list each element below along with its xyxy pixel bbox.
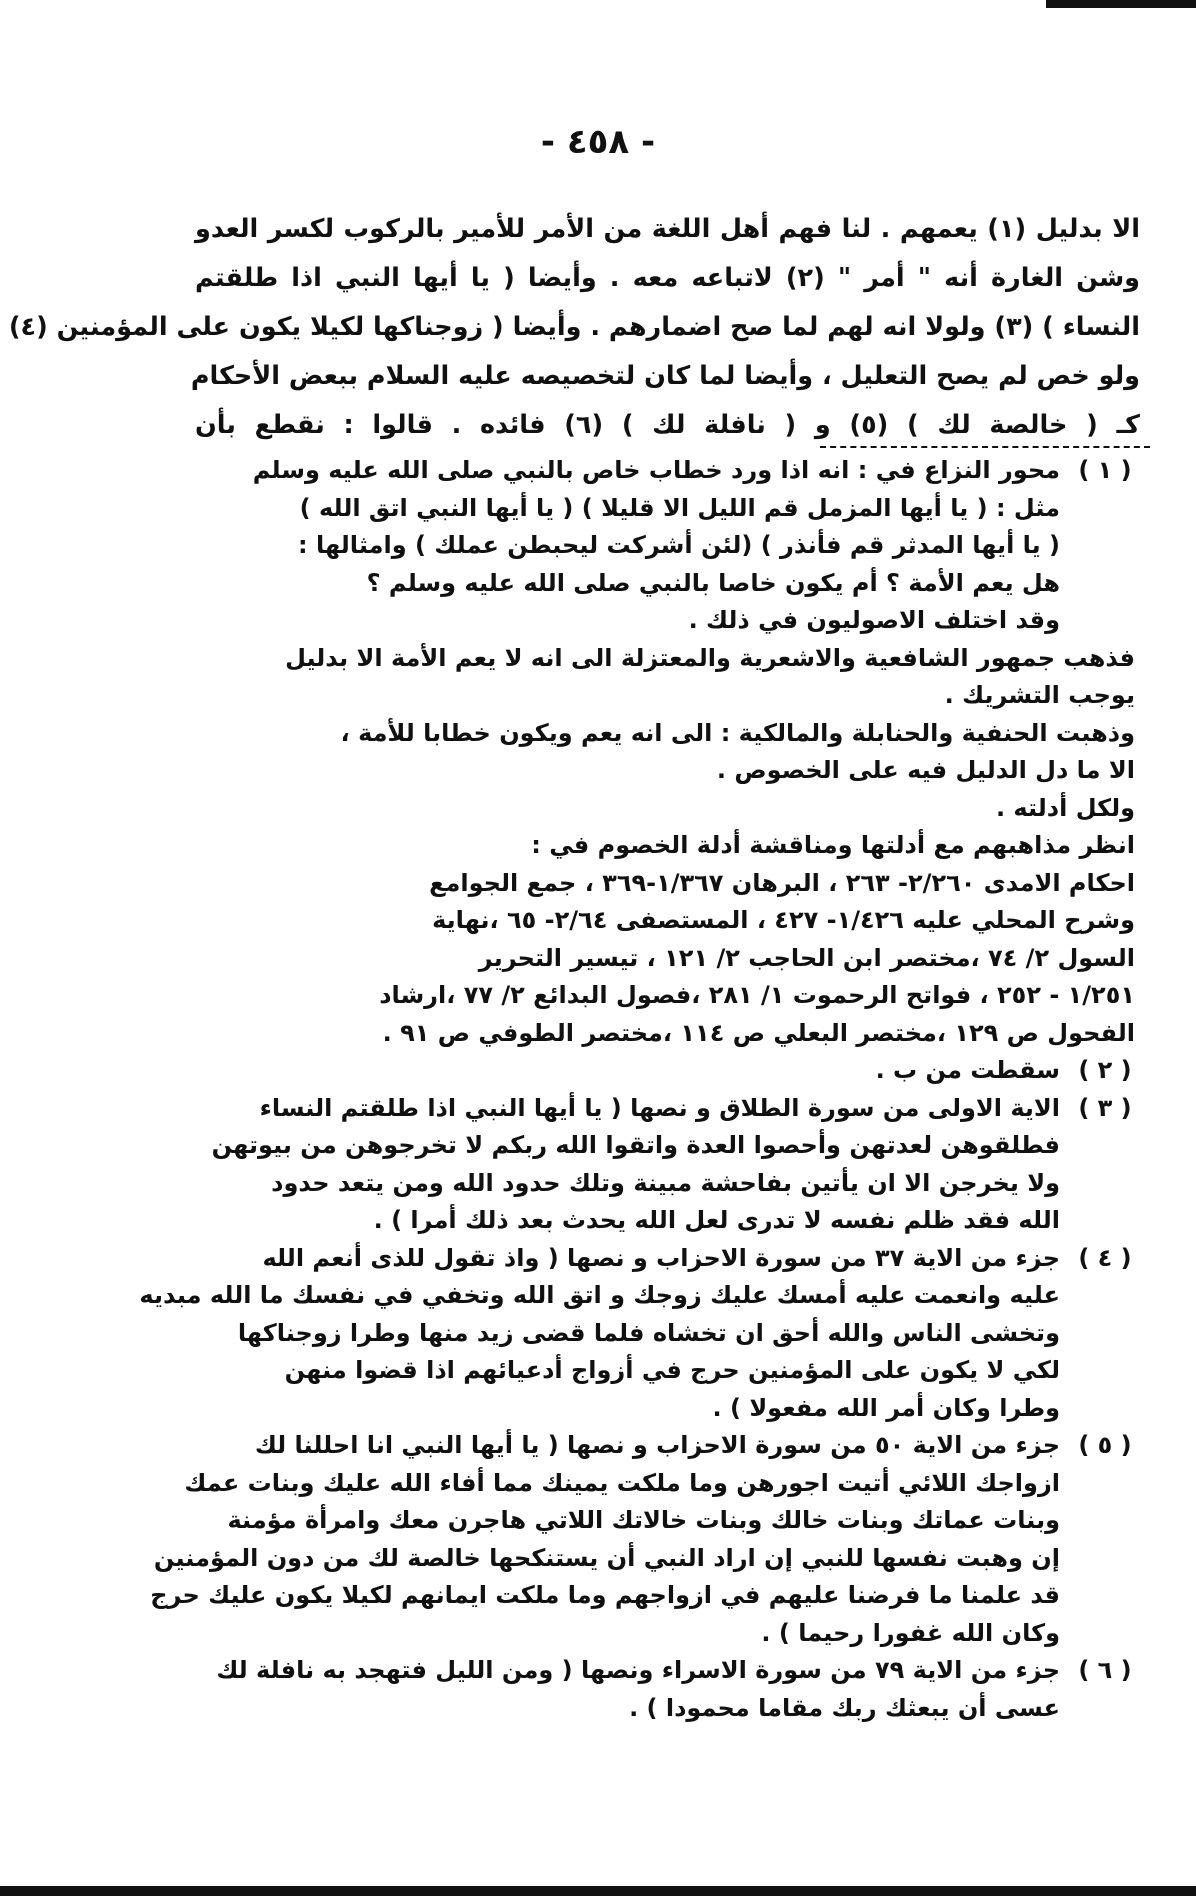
footnote-line: لكي لا يكون على المؤمنين حرج في أزواج أدعيائهم اذا قضوا منهن (284, 1356, 1060, 1384)
footnote-line: الله فقد ظلم نفسه لا تدرى لعل الله يحدث بعد ذلك أمرا ) . (373, 1206, 1060, 1234)
footnote-line: وطرا وكان أمر الله مفعولا ) . (712, 1393, 1060, 1422)
footnote-number: ( ١ ) (1078, 456, 1132, 484)
footnote-line: ( يا أيها المدثر قم فأنذر ) (لئن أشركت ليحبطن عملك ) وامثالها : (297, 531, 1060, 559)
footnote-line: وذهبت الحنفية والحنابلة والمالكية : الى انه يعم ويكون خطابا للأمة ، (340, 718, 1135, 747)
footnote-line: سقطت من ب . (875, 1056, 1060, 1084)
footnote-line: ولا يخرجن الا ان يأتين بفاحشة مبينة وتلك حدود الله ومن يتعد حدود (271, 1168, 1060, 1197)
footnote-text (120, 1652, 1060, 1727)
footnote-number: ( ٦ ) (1078, 1656, 1132, 1684)
footnote-line: جزء من الاية ٧٩ من سورة الاسراء ونصها ( ومن الليل فتهجد به نافلة لك (216, 1656, 1060, 1684)
footnote-line: فطلقوهن لعدتهن وأحصوا العدة واتقوا الله ربكم لا تخرجوهن من بيوتهن (211, 1131, 1060, 1159)
footnote-line: الاية الاولى من سورة الطلاق و نصها ( يا أيها النبي اذا طلقتم النساء (259, 1093, 1060, 1122)
main-text-line: النساء ) (٣) ولولا انه لهم لما صح اضمارهم . وأيضا ( زوجناكها لكيلا يكون على المؤمنين (٤) (8, 312, 1140, 342)
footnote-line: الا ما دل الدليل فيه على الخصوص . (716, 756, 1135, 784)
footnote-text (120, 1240, 1060, 1428)
footnote-line: هل يعم الأمة ؟ أم يكون خاصا بالنبي صلى الله عليه وسلم ؟ (366, 568, 1060, 597)
main-text-line: ولو خص لم يصح التعليل ، وأيضا لما كان لتخصيصه عليه السلام ببعض الأحكام (190, 361, 1140, 391)
main-text-line: كـ ( خالصة لك ) (٥) و ( نافلة لك ) (٦) فائده . قالوا : نقطع بأن (195, 410, 1140, 440)
footnote-line: مثل : ( يا أيها المزمل قم الليل الا قليلا ) ( يا أيها النبي اتق الله ) (299, 493, 1060, 522)
footnote-line: وقد اختلف الاصوليون في ذلك . (688, 606, 1060, 634)
page-number: - ٤٥٨ - (540, 122, 656, 162)
footnote-number: ( ٣ ) (1078, 1093, 1132, 1122)
footnote-line: احكام الامدى ٢/٢٦٠- ٢٦٣ ، البرهان ١/٣٦٧-٣٦٩ ، جمع الجوامع (429, 868, 1135, 897)
footnote (120, 1652, 1150, 1727)
footnote-line: ازواجك اللائي أتيت اجورهن وما ملكت يمينك مما أفاء الله عليك وبنات عمك (184, 1468, 1060, 1497)
footnote-line: إن وهبت نفسها للنبي إن اراد النبي أن يستنكحها خالصة لك من دون المؤمنين (153, 1543, 1060, 1572)
footnote-line: السول ٢/ ٧٤ ،مختصر ابن الحاجب ٢/ ١٢١ ، تيسير التحرير (478, 943, 1135, 972)
footnote-text (120, 1052, 1060, 1090)
footnote (120, 1427, 1150, 1652)
footnote-line: جزء من الاية ٥٠ من سورة الاحزاب و نصها ( يا أيها النبي انا احللنا لك (254, 1431, 1060, 1459)
footnote-line: فذهب جمهور الشافعية والاشعرية والمعتزلة الى انه لا يعم الأمة الا بدليل (285, 643, 1135, 672)
footnote-separator (820, 446, 1150, 448)
footnote-line: وشرح المحلي عليه ١/٤٢٦- ٤٢٧ ، المستصفى ٢/٦٤- ٦٥ ،نهاية (432, 906, 1135, 934)
footnote-line: محور النزاع في : انه اذا ورد خطاب خاص بالنبي صلى الله عليه وسلم (252, 456, 1060, 484)
footnote (120, 452, 1150, 1052)
footnote-line: وبنات عماتك وبنات خالك وبنات خالاتك اللاتي هاجرن معك وامرأة مؤمنة (227, 1506, 1060, 1534)
footnotes (120, 452, 1150, 1727)
footnote-number: ( ٥ ) (1078, 1431, 1132, 1459)
scan-edge-mark (1046, 0, 1196, 8)
footnote-line: قد علمنا ما فرضنا عليهم في ازواجهم وما ملكت ايمانهم لكيلا يكون عليك حرج (150, 1581, 1060, 1609)
footnote-text (120, 452, 1135, 1052)
main-text-line: الا بدليل (١) يعمهم . لنا فهم أهل اللغة من الأمر للأمير بالركوب لكسر العدو (195, 214, 1140, 244)
scan-bottom-edge (0, 1886, 1196, 1896)
main-text (8, 205, 1140, 450)
footnote-line: وتخشى الناس والله أحق ان تخشاه فلما قضى زيد منها وطرا زوجناكها (237, 1318, 1060, 1347)
footnote-text (120, 1427, 1060, 1652)
footnote (120, 1090, 1150, 1240)
footnote (120, 1240, 1150, 1428)
main-text-line: وشن الغارة أنه " أمر " (٢) لاتباعه معه . وأيضا ( يا أيها النبي اذا طلقتم (195, 263, 1140, 293)
footnote-line: انظر مذاهبهم مع أدلتها ومناقشة أدلة الخصوم في : (531, 831, 1135, 859)
footnote-line: الفحول ص ١٢٩ ،مختصر البعلي ص ١١٤ ،مختصر الطوفي ص ٩١ . (382, 1018, 1135, 1047)
footnote-line: يوجب التشريك . (944, 681, 1135, 709)
footnote-number: ( ٤ ) (1078, 1243, 1132, 1272)
footnote-number: ( ٢ ) (1078, 1056, 1132, 1084)
footnote-line: وكان الله غفورا رحيما ) . (761, 1618, 1060, 1647)
footnote-line: جزء من الاية ٣٧ من سورة الاحزاب و نصها ( واذ تقول للذى أنعم الله (262, 1243, 1060, 1272)
footnote-line: ١/٢٥١ - ٢٥٢ ، فواتح الرحموت ١/ ٢٨١ ،فصول البدائع ٢/ ٧٧ ،ارشاد (379, 981, 1135, 1009)
footnote-line: عليه وانعمت عليه أمسك عليك زوجك و اتق الله وتخفي في نفسك ما الله مبديه (139, 1281, 1060, 1309)
footnote-text (120, 1090, 1060, 1240)
footnote-line: عسى أن يبعثك ربك مقاما محمودا ) . (629, 1693, 1060, 1722)
footnote (120, 1052, 1150, 1090)
footnote-line: ولكل أدلته . (995, 793, 1135, 822)
